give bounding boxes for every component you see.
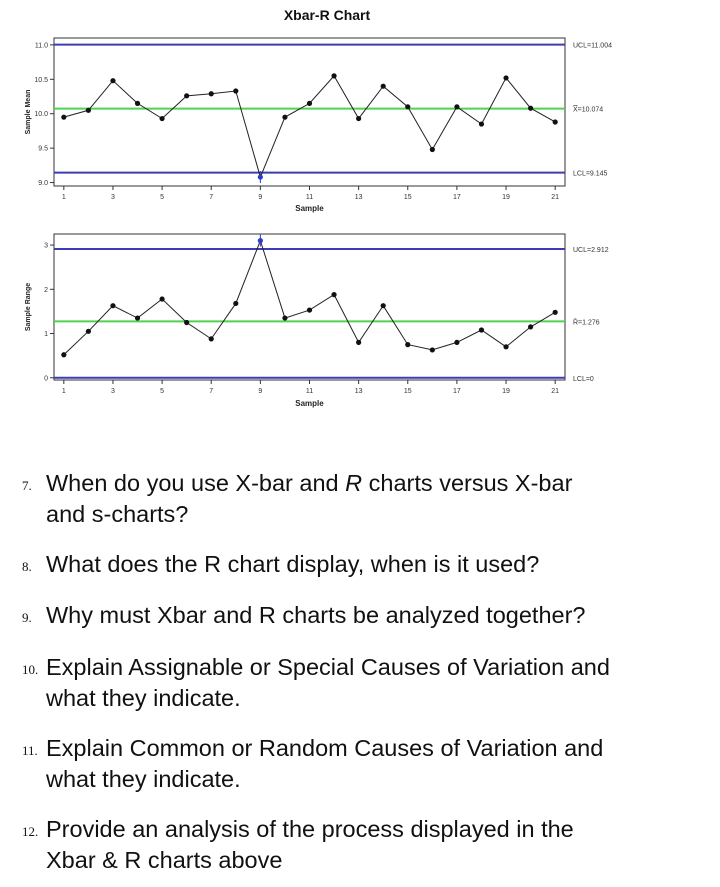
x-tick-label: 21 (551, 194, 560, 201)
data-point (307, 101, 312, 106)
x-tick-label: 11 (305, 388, 314, 395)
data-point (553, 310, 558, 315)
data-point (381, 84, 386, 89)
data-point (430, 147, 435, 152)
question-text-rest: charts versus X-bar (362, 470, 573, 496)
data-point (282, 115, 287, 120)
x-tick-label: 15 (403, 194, 412, 201)
data-point (110, 78, 115, 83)
data-point (503, 75, 508, 80)
question-text-line2: what they indicate. (46, 685, 241, 711)
y-tick-label: 1 (44, 331, 48, 339)
x-axis-label: Sample (295, 399, 324, 408)
data-point (184, 320, 189, 325)
x-tick-label: 19 (502, 388, 510, 395)
question-text-line2: what they indicate. (46, 766, 241, 792)
x-tick-label: 11 (305, 194, 314, 201)
y-tick-label: 0 (44, 375, 48, 383)
xbar-panel (25, 38, 612, 213)
x-axis-label: Sample (295, 204, 324, 213)
data-point (454, 340, 459, 345)
x-tick-label: 9 (258, 388, 263, 395)
data-point (479, 327, 484, 332)
question-italic-r: R (345, 470, 363, 496)
x-tick-label: 1 (61, 194, 66, 201)
data-point (331, 73, 336, 78)
data-point (159, 296, 164, 301)
y-axis-label: Sample Range (25, 282, 32, 332)
y-tick-label: 2 (44, 286, 48, 294)
question-text: When do you use X-bar and (46, 470, 346, 496)
question-text: Explain Common or Random Causes of Variation and (46, 735, 604, 761)
y-tick-label: 9.0 (38, 180, 48, 188)
question-12 (22, 815, 712, 875)
data-point (282, 315, 287, 320)
ucl-label: UCL=11.004 (573, 42, 612, 50)
data-point (209, 91, 214, 96)
question-text-line2: and s-charts? (46, 501, 189, 527)
question-number: 11. (22, 743, 38, 758)
data-point (233, 301, 238, 306)
x-tick-label: 1 (61, 388, 66, 395)
plot-frame (54, 234, 565, 380)
data-point (110, 303, 115, 308)
ucl-label: UCL=2.912 (573, 246, 609, 254)
question-text: Explain Assignable or Special Causes of Variation and (46, 654, 610, 680)
data-point (381, 303, 386, 308)
question-11 (22, 734, 712, 794)
series-line (64, 241, 555, 355)
question-text: What does the R chart display, when is it used? (46, 551, 540, 577)
question-7 (22, 469, 712, 529)
data-point (209, 336, 214, 341)
data-point (405, 342, 410, 347)
center-label: X̿=10.074 (573, 106, 604, 114)
data-point (61, 115, 66, 120)
question-number: 7. (22, 478, 32, 493)
data-point (430, 347, 435, 352)
question-8 (22, 550, 712, 581)
lcl-label: LCL=9.145 (573, 170, 608, 178)
data-point (479, 121, 484, 126)
range-panel (25, 234, 609, 408)
data-point (61, 352, 66, 357)
question-number: 9. (22, 610, 32, 625)
question-10 (22, 653, 712, 713)
data-point (135, 315, 140, 320)
data-point (454, 104, 459, 109)
x-tick-label: 3 (111, 388, 115, 395)
data-point (356, 340, 361, 345)
data-point (135, 101, 140, 106)
question-text: Provide an analysis of the process displayed in the (46, 816, 574, 842)
x-tick-label: 13 (354, 194, 363, 201)
y-tick-label: 9.5 (38, 145, 48, 153)
data-point (184, 93, 189, 98)
x-tick-label: 5 (160, 194, 165, 201)
xbar-r-chart (0, 0, 720, 430)
question-number: 12. (22, 824, 39, 839)
x-tick-label: 21 (551, 388, 560, 395)
data-point (405, 104, 410, 109)
data-point (503, 344, 508, 349)
x-tick-label: 19 (502, 194, 510, 201)
x-tick-label: 7 (209, 194, 214, 201)
x-tick-label: 3 (111, 194, 115, 201)
question-text: Why must Xbar and R charts be analyzed together? (46, 602, 586, 628)
x-tick-label: 7 (209, 388, 214, 395)
data-point (307, 307, 312, 312)
y-tick-label: 11.0 (34, 42, 48, 50)
y-tick-label: 3 (44, 242, 48, 250)
x-tick-label: 17 (453, 388, 461, 395)
data-point (356, 116, 361, 121)
data-point (233, 88, 238, 93)
y-tick-label: 10.5 (34, 76, 48, 84)
data-point (159, 116, 164, 121)
data-point (528, 324, 533, 329)
x-tick-label: 15 (403, 388, 412, 395)
question-text-line2: Xbar & R charts above (46, 847, 283, 873)
data-point (86, 329, 91, 334)
question-number: 8. (22, 559, 32, 574)
y-tick-label: 10.0 (34, 111, 48, 119)
x-tick-label: 9 (258, 194, 263, 201)
x-tick-label: 13 (354, 388, 363, 395)
data-point (553, 119, 558, 124)
center-label: R̄=1.276 (573, 319, 600, 327)
lcl-label: LCL=0 (573, 375, 594, 383)
question-9 (22, 601, 712, 632)
data-point (331, 292, 336, 297)
x-tick-label: 17 (453, 194, 461, 201)
y-axis-label: Sample Mean (25, 89, 32, 135)
x-tick-label: 5 (160, 388, 165, 395)
question-number: 10. (22, 662, 39, 677)
data-point (528, 106, 533, 111)
data-point (86, 108, 91, 113)
chart-title: Xbar-R Chart (283, 7, 371, 23)
